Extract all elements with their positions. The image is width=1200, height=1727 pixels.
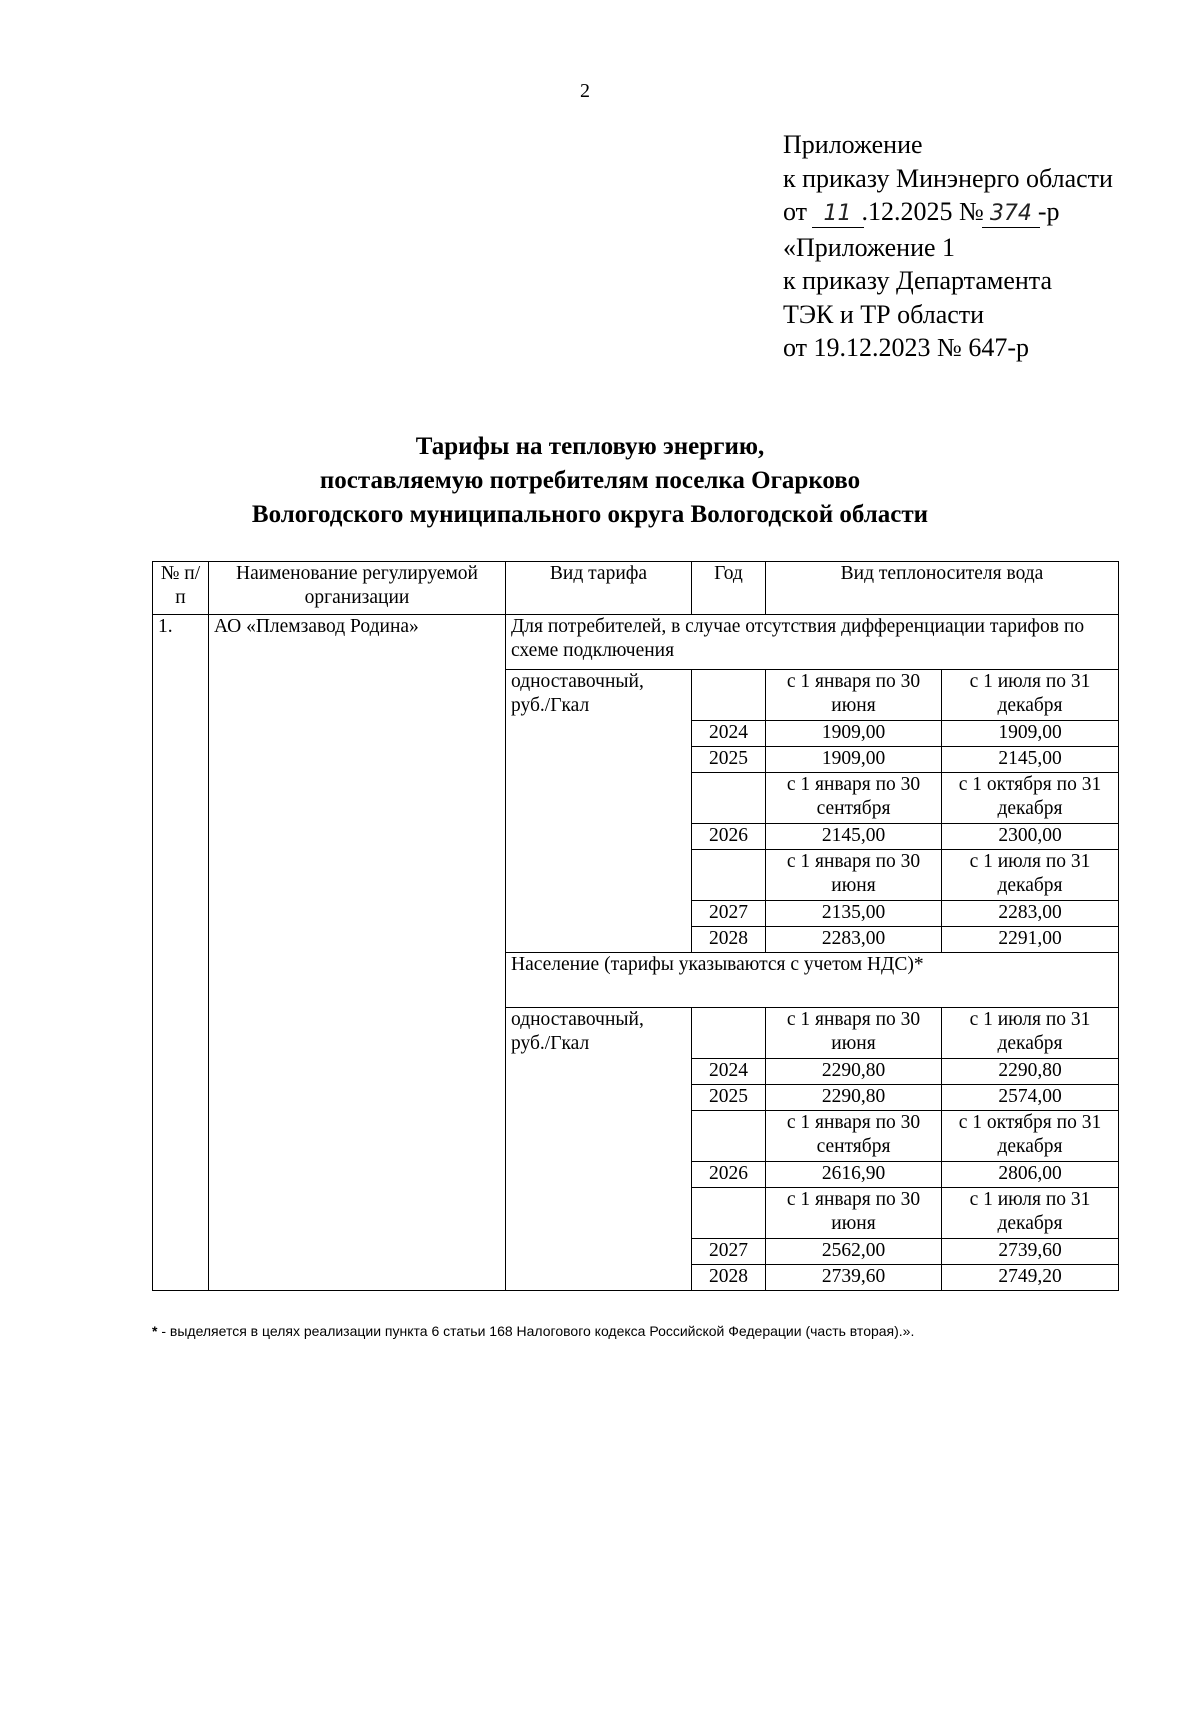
tariff-value-first-period: 2290,80 [766,1085,942,1111]
year-cell: 2024 [692,1059,766,1085]
header-tariff-type: Вид тарифа [506,562,692,615]
tariff-table [152,561,1119,1291]
tariff-value-second-period: 2806,00 [942,1162,1119,1188]
title-line-1: Тарифы на тепловую энергию, [415,433,765,460]
header-organization: Наименование регулируемой организации [209,562,506,615]
document-title [0,430,1180,532]
appendix-block [783,128,1113,365]
period-first-half: с 1 января по 30 июня [766,850,942,901]
tariff-value-first-period: 2290,80 [766,1059,942,1085]
footnote [152,1322,1152,1340]
handwritten-order-number: 374 [984,197,1038,231]
period-first-half: с 1 января по 30 сентября [766,773,942,824]
footnote-text: - выделяется в целях реализации пункта 6 статьи 168 Налогового кодекса Российской Федерации (часть вторая).». [157,1323,915,1339]
title-line-3: Вологодского муниципального округа Вологодской области [251,501,929,528]
tariff-value-first-period: 2616,90 [766,1162,942,1188]
handwritten-order-day: 11 [814,197,862,231]
appendix-line-4: «Приложение 1 [783,232,956,262]
order-suffix: -р [1037,197,1060,226]
appendix-line-1: Приложение [783,130,923,159]
period-second-half: с 1 октября по 31 декабря [942,1111,1119,1162]
tariff-value-first-period: 2283,00 [766,927,942,953]
year-cell: 2027 [692,1239,766,1265]
year-cell: 2025 [692,1085,766,1111]
tariff-value-second-period: 2291,00 [942,927,1119,953]
appendix-line-5: к приказу Департамента [783,266,1053,295]
year-cell: 2026 [692,1162,766,1188]
tariff-type: одноставочный, руб./Гкал [506,670,692,953]
section-row [153,615,1119,670]
year-cell [692,773,766,824]
header-heat-carrier: Вид теплоносителя вода [766,562,1119,615]
period-first-half: с 1 января по 30 июня [766,1188,942,1239]
period-second-half: с 1 октября по 31 декабря [942,773,1119,824]
year-cell: 2024 [692,721,766,747]
header-year: Год [692,562,766,615]
row-number: 1. [153,615,209,1291]
tariff-value-second-period: 2749,20 [942,1265,1119,1291]
tariff-value-first-period: 1909,00 [766,721,942,747]
organization-name: АО «Племзавод Родина» [209,615,506,1291]
tariff-value-second-period: 2283,00 [942,901,1119,927]
page-number: 2 [580,80,590,102]
tariff-value-second-period: 2739,60 [942,1239,1119,1265]
year-cell [692,1008,766,1059]
appendix-order-line [783,195,1113,231]
appendix-line-6: ТЭК и ТР области [783,299,985,329]
year-cell [692,1188,766,1239]
year-cell: 2026 [692,824,766,850]
tariff-value-first-period: 2145,00 [766,824,942,850]
footnote-marker: * [152,1323,158,1339]
header-num: № п/п [153,562,209,615]
tariff-value-first-period: 2562,00 [766,1239,942,1265]
year-cell: 2025 [692,747,766,773]
order-date-rest: .12.2025 № [861,197,984,226]
title-line-2: поставляемую потребителям поселка Огарково [319,467,861,494]
tariff-value-second-period: 2574,00 [942,1085,1119,1111]
period-second-half: с 1 июля по 31 декабря [942,850,1119,901]
year-cell: 2027 [692,901,766,927]
tariff-value-first-period: 1909,00 [766,747,942,773]
tariff-value-first-period: 2739,60 [766,1265,942,1291]
order-date-prefix: от [783,197,808,226]
year-cell: 2028 [692,927,766,953]
tariff-value-second-period: 1909,00 [942,721,1119,747]
tariff-type: одноставочный, руб./Гкал [506,1008,692,1291]
section-label: Население (тарифы указываются с учетом НДС)* [506,953,1119,1008]
period-second-half: с 1 июля по 31 декабря [942,670,1119,721]
section-label: Для потребителей, в случае отсутствия дифференциации тарифов по схеме подключения [506,615,1119,670]
tariff-value-first-period: 2135,00 [766,901,942,927]
year-cell: 2028 [692,1265,766,1291]
year-cell [692,670,766,721]
year-cell [692,850,766,901]
tariff-value-second-period: 2300,00 [942,824,1119,850]
period-first-half: с 1 января по 30 сентября [766,1111,942,1162]
period-first-half: с 1 января по 30 июня [766,1008,942,1059]
tariff-value-second-period: 2145,00 [942,747,1119,773]
appendix-line-2: к приказу Минэнерго области [783,163,1113,193]
appendix-line-7: от 19.12.2023 № 647-р [783,333,1029,362]
period-second-half: с 1 июля по 31 декабря [942,1188,1119,1239]
period-second-half: с 1 июля по 31 декабря [942,1008,1119,1059]
tariff-value-second-period: 2290,80 [942,1059,1119,1085]
year-cell [692,1111,766,1162]
period-first-half: с 1 января по 30 июня [766,670,942,721]
